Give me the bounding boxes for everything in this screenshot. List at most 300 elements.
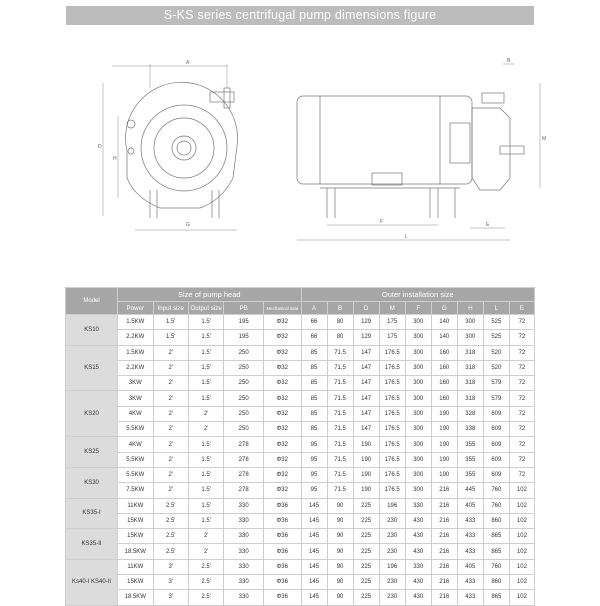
table-cell: 300 [405,315,431,330]
table-cell: 102 [509,590,534,605]
column-header: H [457,302,483,315]
dim-label-h: H [113,156,117,162]
dim-label-b: B [507,58,511,64]
table-cell: 190 [431,437,457,452]
table-cell: 190 [353,452,379,467]
table-cell: 1.5' [188,483,223,498]
table-cell: 2.5' [153,544,188,559]
table-cell: Φ32 [263,422,301,437]
dim-label-a: A [186,60,190,66]
table-cell: Φ32 [263,345,301,360]
table-cell: 190 [431,406,457,421]
table-cell: 250 [224,345,264,360]
table-cell: 865 [483,529,509,544]
table-cell: 2' [153,391,188,406]
table-cell: 1.5' [153,315,188,330]
table-cell: 196 [379,559,405,574]
table-cell: 2.5' [153,513,188,528]
column-header: E [509,302,534,315]
table-cell: 216 [431,575,457,590]
table-cell: 250 [224,391,264,406]
table-cell: 1.5KW [118,345,153,360]
table-cell: 2' [153,483,188,498]
table-cell: 1.5' [188,330,223,345]
table-cell: 330 [224,498,264,513]
table-cell: 579 [483,376,509,391]
table-cell: 72 [509,467,534,482]
table-row [66,575,535,590]
table-cell: 71.5 [327,437,353,452]
table-cell: 330 [224,575,264,590]
model-cell: KS35-I [66,498,118,529]
table-cell: 102 [509,513,534,528]
column-header: M [379,302,405,315]
dim-label-l: L [405,234,408,240]
table-cell: 330 [405,498,431,513]
model-cell: KS35-II [66,529,118,560]
table-row [66,391,535,406]
column-header: PB [224,302,264,315]
table-cell: 2' [153,345,188,360]
pump-head-header: Size of pump head [118,288,301,302]
table-cell: 250 [224,422,264,437]
table-cell: 760 [483,498,509,513]
table-cell: 160 [431,391,457,406]
table-cell: 5.5KW [118,422,153,437]
table-cell: 195 [224,330,264,345]
table-cell: 3KW [118,391,153,406]
table-cell: 160 [431,376,457,391]
table-row [66,529,535,544]
table-cell: 3' [153,590,188,605]
table-cell: 1.5' [188,513,223,528]
table-cell: 190 [353,483,379,498]
table-cell: 355 [457,437,483,452]
table-cell: 95 [301,437,327,452]
table-cell: Φ32 [263,391,301,406]
table-cell: 433 [457,590,483,605]
table-cell: 72 [509,422,534,437]
table-cell: 216 [431,559,457,574]
table-cell: 160 [431,345,457,360]
table-cell: 90 [327,575,353,590]
table-cell: 430 [405,529,431,544]
table-cell: 80 [327,330,353,345]
table-cell: 176.5 [379,483,405,498]
table-cell: 405 [457,559,483,574]
table-cell: 860 [483,513,509,528]
table-cell: 90 [327,498,353,513]
table-cell: 85 [301,345,327,360]
pump-side-view [297,58,546,240]
table-cell: Φ32 [263,452,301,467]
table-cell: Φ32 [263,360,301,375]
column-header: D [353,302,379,315]
table-cell: 330 [224,529,264,544]
table-cell: 609 [483,467,509,482]
table-cell: 160 [431,360,457,375]
table-row [66,467,535,482]
table-cell: 176.5 [379,422,405,437]
table-cell: 300 [457,315,483,330]
table-cell: 225 [353,513,379,528]
table-cell: 1.5' [188,467,223,482]
table-cell: 445 [457,483,483,498]
model-cell: KS15 [66,345,118,391]
table-row [66,437,535,452]
table-row [66,422,535,437]
table-cell: 430 [405,544,431,559]
table-cell: 328 [457,406,483,421]
table-cell: 430 [405,513,431,528]
table-cell: 355 [457,452,483,467]
table-row [66,452,535,467]
table-cell: 85 [301,376,327,391]
table-cell: 71.5 [327,467,353,482]
table-cell: 175 [379,330,405,345]
table-cell: 147 [353,345,379,360]
table-row [66,513,535,528]
table-cell: 147 [353,406,379,421]
table-cell: 71.5 [327,452,353,467]
model-header: Model [66,288,118,315]
table-cell: 18.5KW [118,590,153,605]
table-cell: 176.5 [379,406,405,421]
table-row [66,406,535,421]
table-cell: 2' [188,544,223,559]
table-cell: 95 [301,467,327,482]
table-cell: 760 [483,483,509,498]
table-cell: Φ36 [263,529,301,544]
table-cell: 11KW [118,498,153,513]
table-cell: 860 [483,575,509,590]
table-cell: 147 [353,391,379,406]
table-cell: 300 [405,422,431,437]
table-cell: 1.5' [188,315,223,330]
table-cell: 865 [483,590,509,605]
table-cell: 300 [405,467,431,482]
table-cell: 2' [188,422,223,437]
table-cell: 145 [301,590,327,605]
table-cell: 1.5' [188,498,223,513]
table-cell: 300 [405,360,431,375]
table-cell: 85 [301,406,327,421]
table-cell: 865 [483,544,509,559]
table-cell: 300 [405,483,431,498]
table-cell: 2.5' [188,575,223,590]
table-cell: 72 [509,391,534,406]
table-cell: 405 [457,498,483,513]
outer-size-header: Outer installation size [301,288,535,302]
table-cell: 225 [353,559,379,574]
table-cell: 71.5 [327,345,353,360]
table-cell: 190 [431,452,457,467]
column-header: G [431,302,457,315]
table-cell: 102 [509,483,534,498]
table-cell: 176.5 [379,360,405,375]
table-cell: 433 [457,544,483,559]
table-cell: Φ36 [263,590,301,605]
table-cell: 147 [353,360,379,375]
table-cell: 190 [353,437,379,452]
table-cell: 72 [509,330,534,345]
table-cell: 145 [301,559,327,574]
table-cell: 176.5 [379,437,405,452]
table-cell: 300 [457,330,483,345]
dim-label-g: G [186,222,190,228]
table-cell: 300 [405,406,431,421]
table-row [66,483,535,498]
table-cell: 230 [379,513,405,528]
table-cell: 72 [509,360,534,375]
table-cell: 300 [405,437,431,452]
table-cell: 330 [224,590,264,605]
table-cell: 525 [483,315,509,330]
table-cell: 3KW [118,376,153,391]
table-cell: 4KW [118,406,153,421]
table-cell: 95 [301,483,327,498]
table-body [66,315,535,606]
table-cell: Φ32 [263,315,301,330]
table-cell: 72 [509,315,534,330]
table-cell: 330 [224,559,264,574]
table-cell: Φ32 [263,483,301,498]
table-cell: 2' [153,406,188,421]
table-cell: 71.5 [327,483,353,498]
model-cell: KS10 [66,315,118,346]
table-cell: 4KW [118,437,153,452]
table-cell: 318 [457,391,483,406]
dim-label-d: D [98,144,102,150]
table-cell: 609 [483,406,509,421]
table-cell: 129 [353,330,379,345]
column-header: F [405,302,431,315]
table-cell: 216 [431,529,457,544]
table-cell: 1.5' [153,330,188,345]
table-cell: 278 [224,483,264,498]
table-cell: 190 [353,467,379,482]
table-cell: 300 [405,376,431,391]
table-cell: 72 [509,376,534,391]
table-cell: 318 [457,376,483,391]
table-cell: 300 [405,452,431,467]
table-cell: 102 [509,575,534,590]
table-cell: 2.2KW [118,360,153,375]
table-cell: 216 [431,498,457,513]
table-cell: 230 [379,575,405,590]
table-cell: 250 [224,406,264,421]
table-cell: 1.5' [188,452,223,467]
table-cell: Φ32 [263,376,301,391]
model-cell: Ks40-I KS40-II [66,559,118,605]
table-cell: 195 [224,315,264,330]
table-cell: 5.5KW [118,467,153,482]
table-cell: 250 [224,360,264,375]
table-cell: 176.5 [379,376,405,391]
column-header: Output size [188,302,223,315]
table-cell: 145 [301,529,327,544]
table-cell: 1.5' [188,391,223,406]
model-cell: KS20 [66,391,118,437]
table-row [66,559,535,574]
table-cell: 2' [153,437,188,452]
table-cell: 90 [327,559,353,574]
table-cell: 225 [353,529,379,544]
table-cell: 2' [153,467,188,482]
table-cell: 355 [457,467,483,482]
table-cell: 11KW [118,559,153,574]
table-cell: 1.5' [188,437,223,452]
table-cell: 190 [431,422,457,437]
table-cell: 15KW [118,513,153,528]
table-cell: 300 [405,345,431,360]
table-cell: Φ32 [263,437,301,452]
table-cell: 230 [379,590,405,605]
table-cell: 318 [457,360,483,375]
table-cell: 15KW [118,575,153,590]
table-cell: 1.5' [188,345,223,360]
column-header: B [327,302,353,315]
column-header: Power [118,302,153,315]
table-cell: 102 [509,498,534,513]
table-cell: 216 [431,483,457,498]
table-cell: 15KW [118,529,153,544]
table-row [66,345,535,360]
table-cell: 90 [327,529,353,544]
table-cell: 176.5 [379,345,405,360]
table-cell: 147 [353,376,379,391]
column-header: A [301,302,327,315]
table-cell: 430 [405,575,431,590]
column-header: Mechanical seal [263,302,301,315]
table-cell: 330 [224,544,264,559]
table-cell: 609 [483,452,509,467]
table-cell: 190 [431,467,457,482]
table-cell: 147 [353,422,379,437]
table-cell: 72 [509,345,534,360]
dimensions-table [65,287,535,606]
table-cell: 225 [353,590,379,605]
table-cell: 176.5 [379,452,405,467]
table-cell: 318 [457,345,483,360]
table-cell: 85 [301,422,327,437]
pump-front-view [98,60,238,230]
table-cell: 71.5 [327,391,353,406]
table-cell: 2.5' [188,559,223,574]
table-cell: Φ32 [263,467,301,482]
table-cell: 2.5' [153,498,188,513]
table-cell: Φ36 [263,559,301,574]
table-cell: Φ36 [263,513,301,528]
table-cell: 102 [509,529,534,544]
table-cell: 71.5 [327,360,353,375]
table-cell: 175 [379,315,405,330]
table-cell: 278 [224,437,264,452]
dim-label-f: F [380,219,384,225]
table-cell: 330 [224,513,264,528]
table-cell: 2' [188,406,223,421]
table-cell: 85 [301,391,327,406]
table-cell: 433 [457,575,483,590]
table-cell: 176.5 [379,391,405,406]
table-cell: 430 [405,590,431,605]
table-cell: 338 [457,422,483,437]
table-cell: 216 [431,513,457,528]
table-cell: 230 [379,544,405,559]
table-cell: 520 [483,360,509,375]
table-cell: 433 [457,529,483,544]
table-cell: 2' [153,452,188,467]
table-cell: 2' [153,360,188,375]
table-row [66,360,535,375]
table-cell: 145 [301,544,327,559]
table-cell: 609 [483,422,509,437]
table-cell: 433 [457,513,483,528]
table-cell: 225 [353,544,379,559]
table-cell: Φ32 [263,330,301,345]
table-row [66,376,535,391]
table-cell: Φ36 [263,498,301,513]
table-cell: 520 [483,345,509,360]
table-cell: 80 [327,315,353,330]
table-cell: 225 [353,498,379,513]
column-header: L [483,302,509,315]
table-cell: Φ32 [263,406,301,421]
table-cell: 225 [353,575,379,590]
table-cell: 2' [153,422,188,437]
table-cell: 609 [483,437,509,452]
table-cell: 102 [509,559,534,574]
dim-label-m: M [542,136,547,142]
table-row [66,498,535,513]
table-cell: 129 [353,315,379,330]
table-row [66,590,535,605]
table-cell: 140 [431,330,457,345]
table-cell: 2.2KW [118,330,153,345]
table-cell: 102 [509,544,534,559]
table-cell: 72 [509,452,534,467]
table-cell: 66 [301,315,327,330]
table-cell: 760 [483,559,509,574]
table-cell: Φ36 [263,544,301,559]
table-cell: 230 [379,529,405,544]
table-cell: 95 [301,452,327,467]
table-cell: 71.5 [327,406,353,421]
table-cell: 145 [301,575,327,590]
table-cell: 85 [301,360,327,375]
table-cell: 216 [431,544,457,559]
page-title: S-KS series centrifugal pump dimensions figure [66,6,534,25]
column-header: Input size [153,302,188,315]
table-row [66,315,535,330]
table-cell: 278 [224,467,264,482]
table-cell: 300 [405,330,431,345]
table-cell: 525 [483,330,509,345]
table-cell: 1.5' [188,376,223,391]
table-cell: 72 [509,406,534,421]
table-cell: 1.5' [188,360,223,375]
table-cell: 145 [301,498,327,513]
table-row [66,330,535,345]
table-cell: 250 [224,376,264,391]
table-cell: 5.5KW [118,452,153,467]
table-row [66,544,535,559]
table-cell: 2' [188,529,223,544]
table-cell: 2.5' [188,590,223,605]
table-cell: 72 [509,437,534,452]
table-cell: 176.5 [379,467,405,482]
table-cell: 330 [405,559,431,574]
